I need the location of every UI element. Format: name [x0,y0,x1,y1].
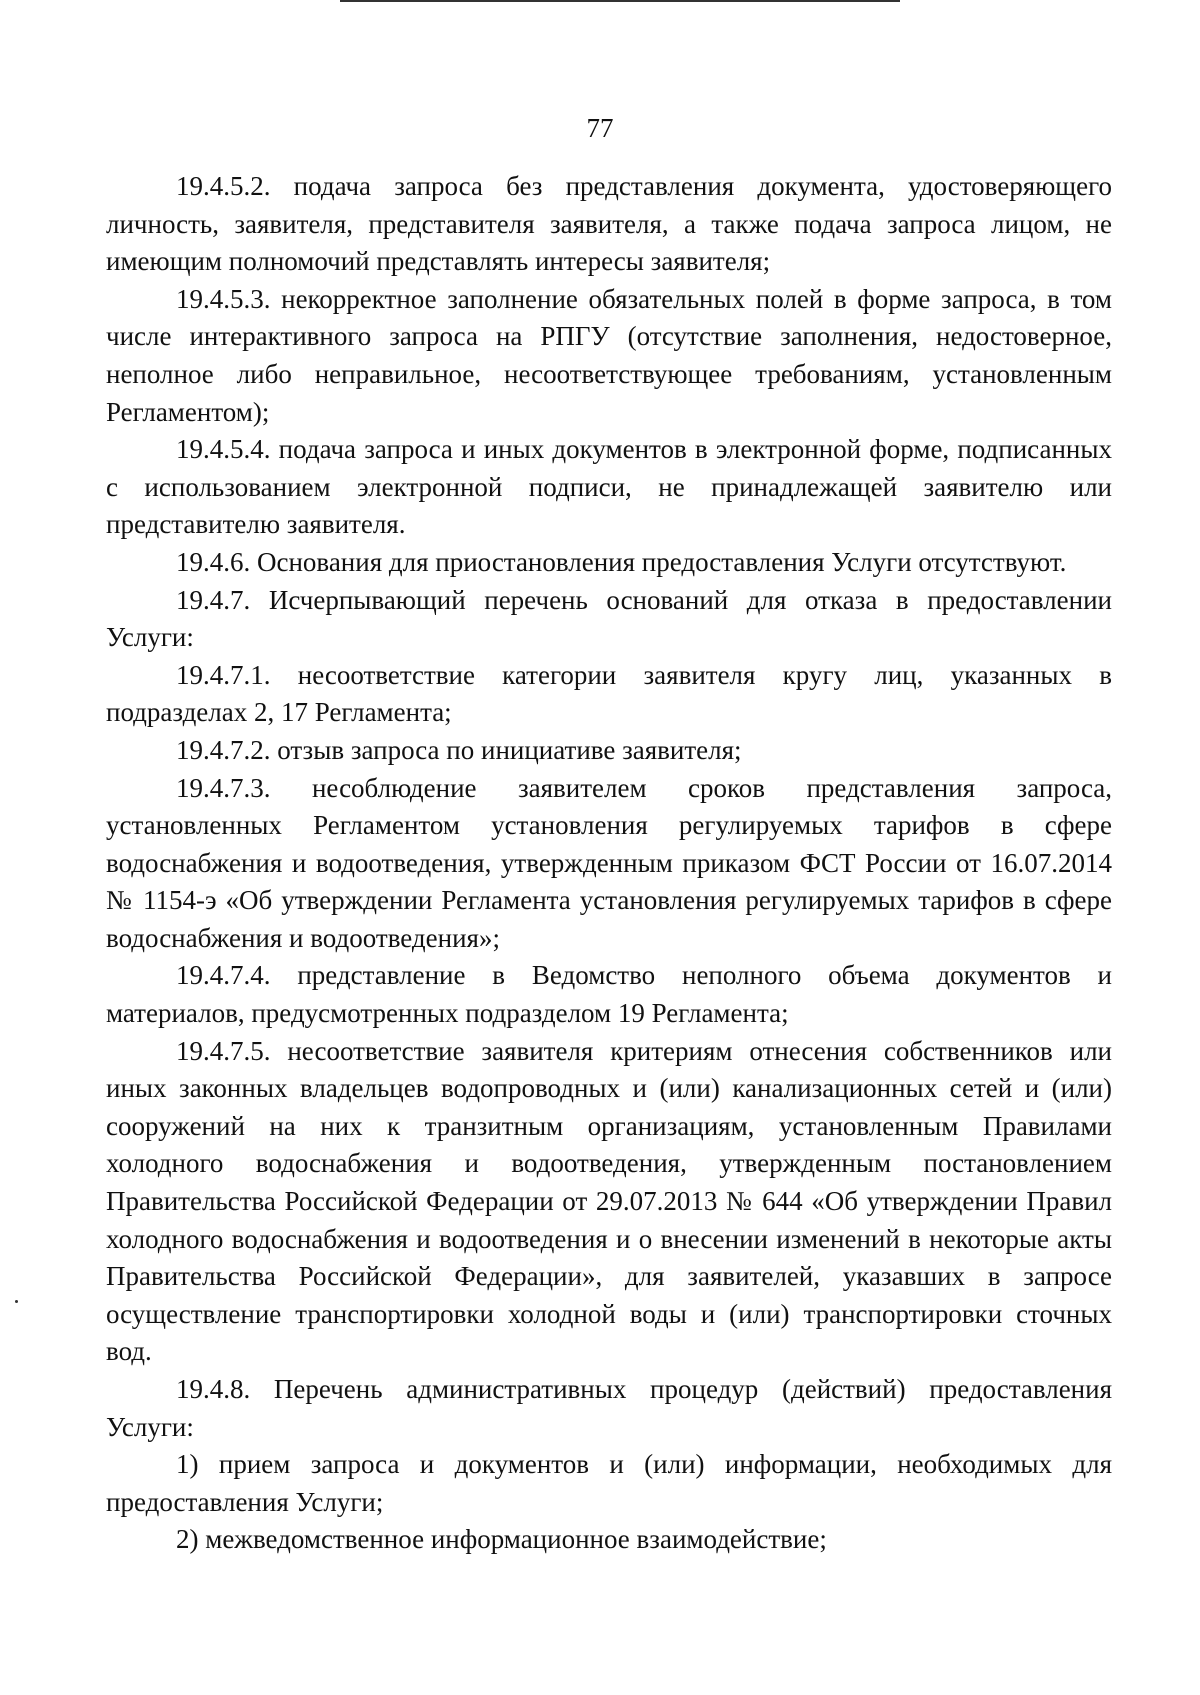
page-number: 77 [586,113,614,143]
paragraph-19-4-7-5: 19.4.7.5. несоответствие заявителя критериям отнесения собственников или иных законных владельцев водопроводных и (или) канализационных сетей и (или) сооружений на них к транзитным организациям, установленным Правилами холодного водоснабжения и водоотведения, утвержденным постановлением Правительства Российской Федерации от 29.07.2013 № 644 «Об утверждении Правил холодного водоснабжения и водоотведения и о внесении изменений в некоторые акты Правительства Российской Федерации», для заявителей, указавших в запросе осуществление транспортировки холодной воды и (или) транспортировки сточных вод. [106,1035,1112,1367]
paragraph-19-4-7-3: 19.4.7.3. несоблюдение заявителем сроков представления запроса, установленных Регламентом установления регулируемых тарифов в сфере водоснабжения и водоотведения, утвержденным приказом ФСТ России от 16.07.2014 № 1154-э «Об утверждении Регламента установления регулируемых тарифов в сфере водоснабжения и водоотведения»; [106,772,1112,953]
paragraph-19-4-7: 19.4.7. Исчерпывающий перечень оснований для отказа в предоставлении Услуги: [106,584,1112,653]
paragraph-19-4-7-2: 19.4.7.2. отзыв запроса по инициативе заявителя; [176,734,742,765]
paragraph-19-4-5-3: 19.4.5.3. некорректное заполнение обязательных полей в форме запроса, в том числе интерактивного запроса на РПГУ (отсутствие заполнения, недостоверное, неполное либо неправильное, несоответствующее требованиям, установленным Регламентом); [106,283,1112,427]
paragraph-19-4-7-4: 19.4.7.4. представление в Ведомство неполного объема документов и материалов, предусмотренных подразделом 19 Регламента; [106,960,1112,1029]
paragraph-19-4-7-1: 19.4.7.1. несоответствие категории заявителя кругу лиц, указанных в подразделах 2, 17 Регламента; [106,659,1112,728]
scan-speck [15,1300,18,1303]
list-item-1: 1) прием запроса и документов и (или) информации, необходимых для предоставления Услуги; [106,1449,1112,1517]
paragraph-19-4-6: 19.4.6. Основания для приостановления предоставления Услуги отсутствуют. [176,546,1067,577]
list-item-2: 2) межведомственное информационное взаимодействие; [176,1524,827,1555]
page-body [106,168,1112,1559]
top-scan-rule [340,0,900,2]
paragraph-19-4-5-4: 19.4.5.4. подача запроса и иных документов в электронной форме, подписанных с использованием электронной подписи, не принадлежащей заявителю или представителю заявителя. [106,434,1112,540]
paragraph-19-4-5-2: 19.4.5.2. подача запроса без представления документа, удостоверяющего личность, заявителя, представителя заявителя, а также подача запроса лицом, не имеющим полномочий представлять интересы заявителя; [106,171,1112,277]
paragraph-19-4-8: 19.4.8. Перечень административных процедур (действий) предоставления Услуги: [106,1374,1112,1442]
